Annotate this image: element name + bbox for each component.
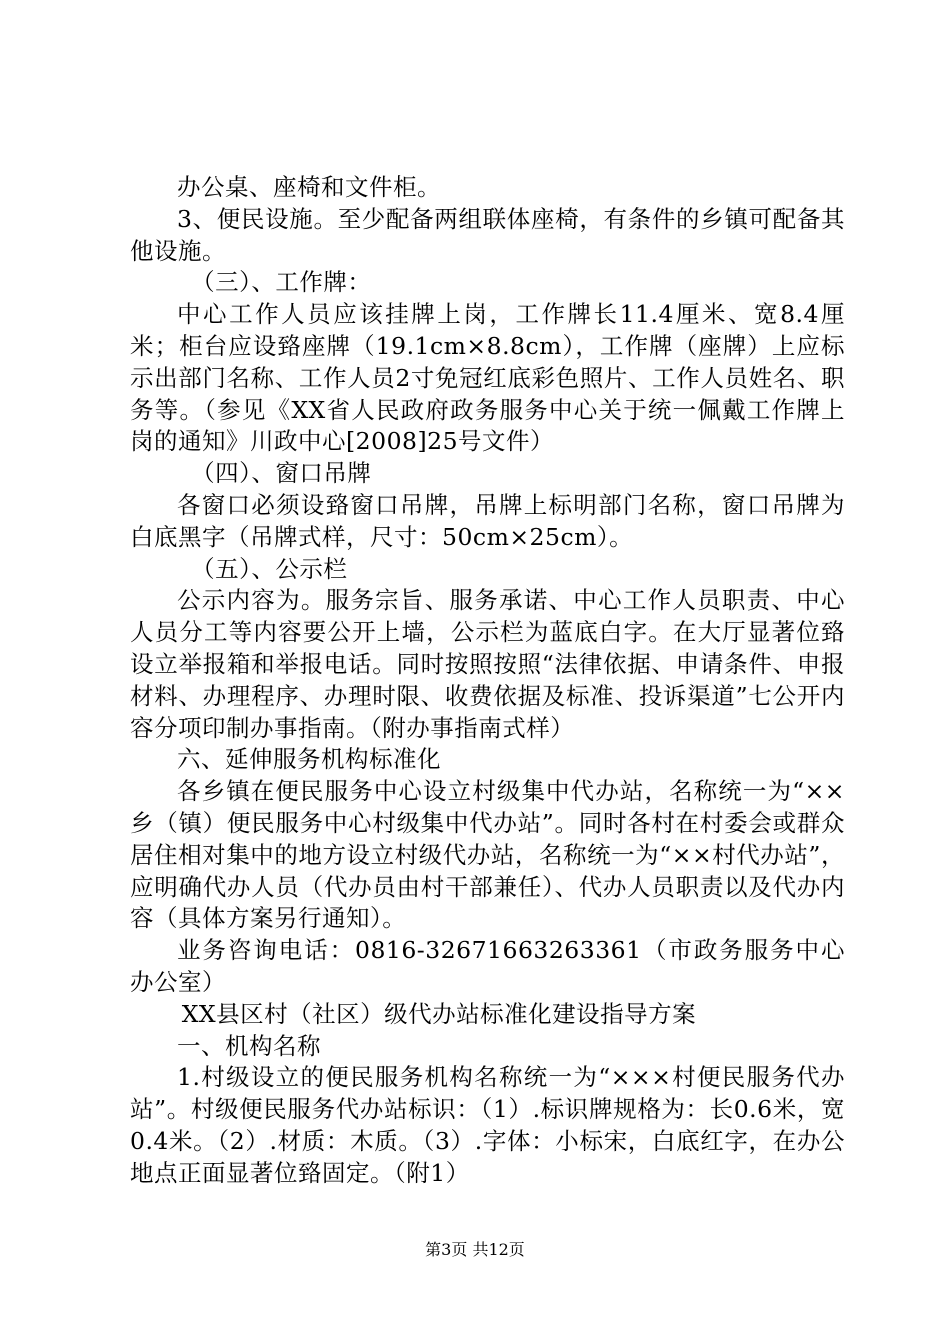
paragraph-convenience-facilities: 3、便民设施。至少配备两组联体座椅，有条件的乡镇可配备其他设施。 [130, 204, 845, 265]
heading-bulletin-board: （五）、公示栏 [191, 554, 348, 583]
heading-extended-service: 六、延伸服务机构标准化 [177, 745, 441, 774]
paragraph-window-sign: 各窗口必须设臵窗口吊牌，吊牌上标明部门名称，窗口吊牌为白底黑字（吊牌式样，尺寸：50cm×25cm）。 [130, 490, 845, 551]
heading-work-badge: （三）、工作牌： [191, 268, 372, 297]
paragraph-institution-name: 1.村级设立的便民服务机构名称统一为“×××村便民服务代办站”。村级便民服务代办站标识：（1）.标识牌规格为：长0.6米，宽0.4米。（2）.材质：木质。（3）.字体：小标宋，白底红字，在办公地点正面显著位臵固定。（附1） [130, 1063, 845, 1187]
paragraph-extended-service: 各乡镇在便民服务中心设立村级集中代办站，名称统一为“××乡（镇）便民服务中心村级集中代办站”。同时各村在村委会或群众居住相对集中的地方设立村级代办站，名称统一为“××村代办站”，应明确代办人员（代办员由村干部兼任）、代办人员职责以及代办内容（具体方案另行通知）。 [130, 777, 845, 933]
page-number: 第3页 共12页 [425, 1240, 525, 1259]
heading-window-sign: （四）、窗口吊牌 [191, 459, 372, 488]
paragraph-hotline: 业务咨询电话：0816-32671663263361（市政务服务中心办公室） [130, 936, 845, 996]
paragraph-office-furniture: 办公桌、座椅和文件柜。 [177, 173, 441, 201]
paragraph-work-badge: 中心工作人员应该挂牌上岗，工作牌长11.4厘米、宽8.4厘米；柜台应设臵座牌（19.1cm×8.8cm），工作牌（座牌）上应标示出部门名称、工作人员2寸免冠红底彩色照片、工作人员姓名、职务等。（参见《XX省人民政府政务服务中心关于统一佩戴工作牌上岗的通知》川政中心[2008]25号文件） [130, 300, 845, 456]
document-subtitle: XX县区村（社区）级代办站标准化建设指导方案 [181, 999, 697, 1028]
paragraph-bulletin-board: 公示内容为。服务宗旨、服务承诺、中心工作人员职责、中心人员分工等内容要公开上墙，公示栏为蓝底白字。在大厅显著位臵设立举报箱和举报电话。同时按照按照“法律依据、申请条件、申报材料、办理程序、办理时限、收费依据及标准、投诉渠道”七公开内容分项印制办事指南。（附办事指南式样） [130, 586, 845, 742]
heading-institution-name: 一、机构名称 [177, 1031, 321, 1060]
document-body [130, 172, 845, 1190]
